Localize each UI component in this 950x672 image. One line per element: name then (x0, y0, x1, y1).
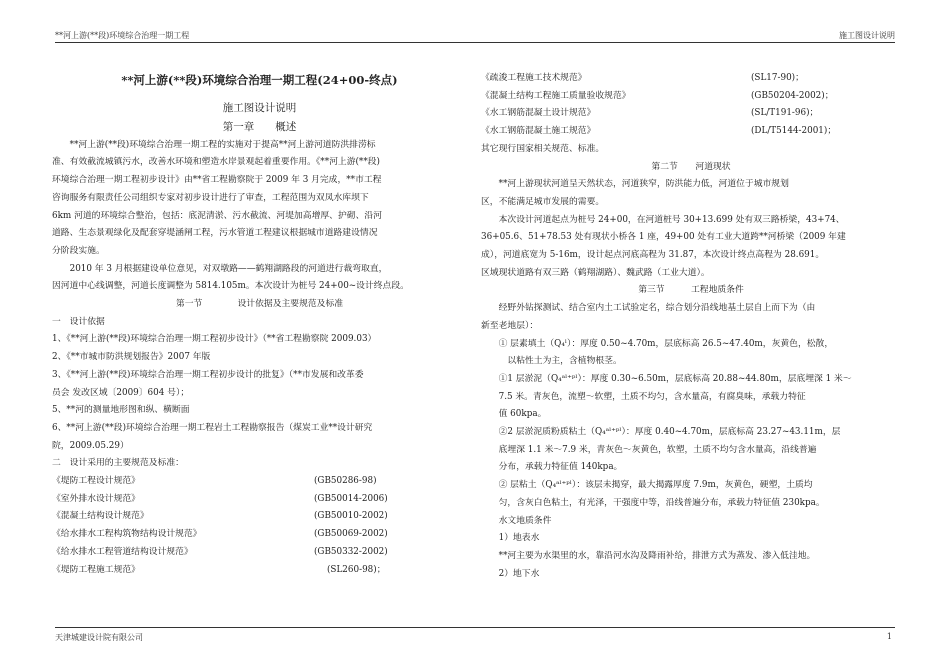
standard-reference (52, 508, 467, 526)
list-item: 一 设计依据 (52, 316, 105, 327)
standard-code: (GB50204-2002)； (751, 90, 834, 101)
paragraph-line: **河主要为水渠里的水，靠沿河水沟及降雨补给，排泄方式为蒸发、渗入低洼地。 (481, 550, 816, 561)
soil-layer-line: 值 60kpa。 (481, 409, 547, 420)
standard-reference (481, 88, 901, 106)
paragraph-line: 6km 河道的环境综合整治，包括：底泥清淤、污水截流、河堤加高增厚、护砌、沿河 (52, 210, 382, 221)
soil-layer-line: ① 层素填土（Q₄ˡ）：厚度 0.50~4.70m，层底标高 26.5~47.40m，灰黄色，松散， (481, 338, 834, 349)
right-column (481, 70, 901, 583)
standard-code: (GB50069-2002) (314, 529, 388, 540)
standard-reference (52, 473, 467, 491)
paragraph-line: **河上游现状河道呈天然状态，河道狭窄，防洪能力低，河道位于城市规划 (481, 179, 789, 190)
paragraph-line: 本次设计河道起点为桩号 24+00，在河道桩号 30+13.699 处有双三路桥梁，43+74、 (481, 214, 845, 225)
list-item: 员会 发改区域〔2009〕604 号）； (52, 387, 190, 398)
paragraph-line: 分阶段实施。 (52, 245, 105, 256)
list-item: 1、《**河上游(**段)环境综合治理一期工程初步设计》（**省工程勘察院 2009.03） (52, 334, 377, 345)
standard-name: 《堤防工程设计规范》 (52, 476, 140, 487)
paragraph-line: 水文地质条件 (481, 515, 552, 526)
standard-name: 《给水排水工程构筑物结构设计规范》 (52, 529, 202, 540)
list-item: 3、《**河上游(**段)环境综合治理一期工程初步设计的批复》（**市发展和改革委 (52, 369, 364, 380)
list-item: 院，2009.05.29） (52, 440, 129, 451)
soil-layer-line: 分布，承载力特征值 140kpa。 (481, 462, 623, 473)
soil-layer-line: 匀，含灰白色粘土，有光泽，干强度中等，沿线普遍分布，承载力特征值 230kpa。 (481, 497, 825, 508)
header-rule (55, 42, 895, 43)
standard-reference (52, 544, 467, 562)
paragraph-line: 区域现状道路有双三路（鹤翔湖路）、魏武路（工业大道）。 (481, 267, 710, 278)
list-item: 6、**河上游(**段)环境综合治理一期工程岩土工程勘察报告（煤炭工业**设计研究 (52, 422, 373, 433)
standard-name: 《给水排水工程管道结构设计规范》 (52, 546, 193, 557)
standard-code: (GB50010-2002) (314, 511, 388, 522)
soil-layer-line: 以粘性土为主，含植物根茎。 (481, 356, 622, 367)
standard-name: 《室外排水设计规范》 (52, 493, 140, 504)
soil-layer-line: 7.5 米。青灰色，流塑～软塑，土质不均匀，含水量高，有腐臭味，承载力特征 (481, 391, 806, 402)
standard-name: 《水工钢筋混凝土施工规范》 (481, 126, 596, 137)
section-heading: 第一节 设计依据及主要规范及标准 (175, 299, 344, 310)
running-header-right: 施工图设计说明 (839, 31, 895, 40)
paragraph-line: 其它现行国家相关规范、标准。 (481, 143, 605, 154)
paragraph-line: 区，不能满足城市发展的需要。 (481, 196, 605, 207)
standard-reference (481, 70, 901, 88)
standard-code: (GB50014-2006) (314, 493, 388, 504)
running-header-left: **河上游(**段)环境综合治理一期工程 (55, 31, 190, 40)
standard-reference (52, 491, 467, 509)
page-number: 1 (886, 632, 892, 641)
paragraph-line: **河上游(**段)环境综合治理一期工程的实施对于提高**河上游河道防洪排涝标 (52, 139, 376, 150)
paragraph-line: 经野外钻探测试、结合室内土工试验定名，综合划分沿线地基土层自上而下为（由 (481, 303, 816, 314)
standard-code: (GB50286-98) (314, 476, 377, 487)
standard-reference (481, 105, 901, 123)
document-title: **河上游(**段)环境综合治理一期工程(24+00-终点) (121, 73, 398, 87)
paragraph-line: 环境综合治理一期工程初步设计》由**省工程勘察院于 2009 年 3 月完成，**市工程 (52, 175, 382, 186)
paragraph-line: 成），河道底宽为 5-16m，设计起点河底高程为 31.87，本次设计终点高程为 28.691。 (481, 250, 825, 261)
soil-layer-line: 底埋深 1.1 米～7.9 米，青灰色～灰黄色，软塑，土质不均匀含水量高，沿线普遍 (481, 444, 817, 455)
standard-code: (DL/T5144-2001)； (751, 126, 837, 137)
footer-rule (55, 627, 895, 628)
standard-code: (SL/T191-96)； (751, 108, 819, 119)
standard-name: 《水工钢筋混凝土设计规范》 (481, 108, 596, 119)
standard-code: (GB50332-2002) (314, 546, 388, 557)
section-heading: 第三节 工程地质条件 (638, 285, 744, 296)
standard-reference (52, 562, 467, 580)
standard-code: (SL260-98)； (327, 564, 386, 575)
standard-name: 《疏浚工程施工技术规范》 (481, 73, 587, 83)
footer-company: 天津城建设计院有限公司 (55, 633, 143, 642)
soil-layer-line: ①1 层淤泥（Q₄ᵃˡ⁺ᵖˡ）：厚度 0.30~6.50m，层底标高 20.88~44.80m，层底埋深 1 米～ (481, 373, 852, 384)
standard-code: (SL17-90)； (751, 73, 804, 83)
paragraph-line: 准、有效截流城镇污水，改善水环境和塑造水岸景观起着重要作用。《**河上游(**段) (52, 157, 380, 168)
list-item: 二 设计采用的主要规范及标准： (52, 458, 184, 469)
paragraph-line: 2010 年 3 月根据建设单位意见，对双墩路——鹤翔湖路段的河道进行裁弯取直， (52, 263, 388, 274)
left-column (52, 72, 467, 579)
paragraph-line: 1）地表水 (481, 533, 540, 544)
list-item: 2、《**市城市防洪规划报告》2007 年版 (52, 352, 211, 363)
standard-reference (481, 123, 901, 141)
paragraph-line: 咨询服务有限责任公司组织专家对初步设计进行了审查，工程范围为双凤水库坝下 (52, 192, 369, 203)
standard-name: 《混凝土结构设计规范》 (52, 511, 149, 522)
section-heading: 第二节 河道现状 (651, 161, 731, 172)
standard-reference (52, 526, 467, 544)
paragraph-line: 新至老地层）： (481, 320, 539, 331)
standard-name: 《堤防工程施工规范》 (52, 564, 140, 575)
list-item: 5、**河的测量地形图和纵、横断面 (52, 405, 190, 416)
soil-layer-line: ② 层粘土（Q₄ᵃˡ⁺ᵖˡ）：该层未揭穿，最大揭露厚度 7.9m，灰黄色，硬塑，土质均 (481, 480, 813, 491)
document-subtitle: 施工图设计说明 (222, 101, 297, 114)
paragraph-line: 道路、生态景观绿化及配套穿堤涵闸工程，污水管道工程建议根据城市道路建设情况 (52, 228, 378, 239)
soil-layer-line: ②2 层淤泥质粉质粘土（Q₄ᵃˡ⁺ᵖˡ）：厚度 0.40~4.70m，层底标高 23.27~43.11m，层 (481, 427, 841, 438)
standard-name: 《混凝土结构工程施工质量验收规范》 (481, 90, 631, 101)
paragraph-line: 因河道中心线调整，河道长度调整为 5814.105m。本次设计为桩号 24+00~设计终点段。 (52, 281, 409, 292)
paragraph-line: 2）地下水 (481, 568, 540, 579)
chapter-heading: 第一章 概述 (222, 120, 297, 133)
paragraph-line: 36+05.6、51+78.53 处有现状小桥各 1 座，49+00 处有工业大道跨**河桥梁（2009 年建 (481, 232, 846, 243)
